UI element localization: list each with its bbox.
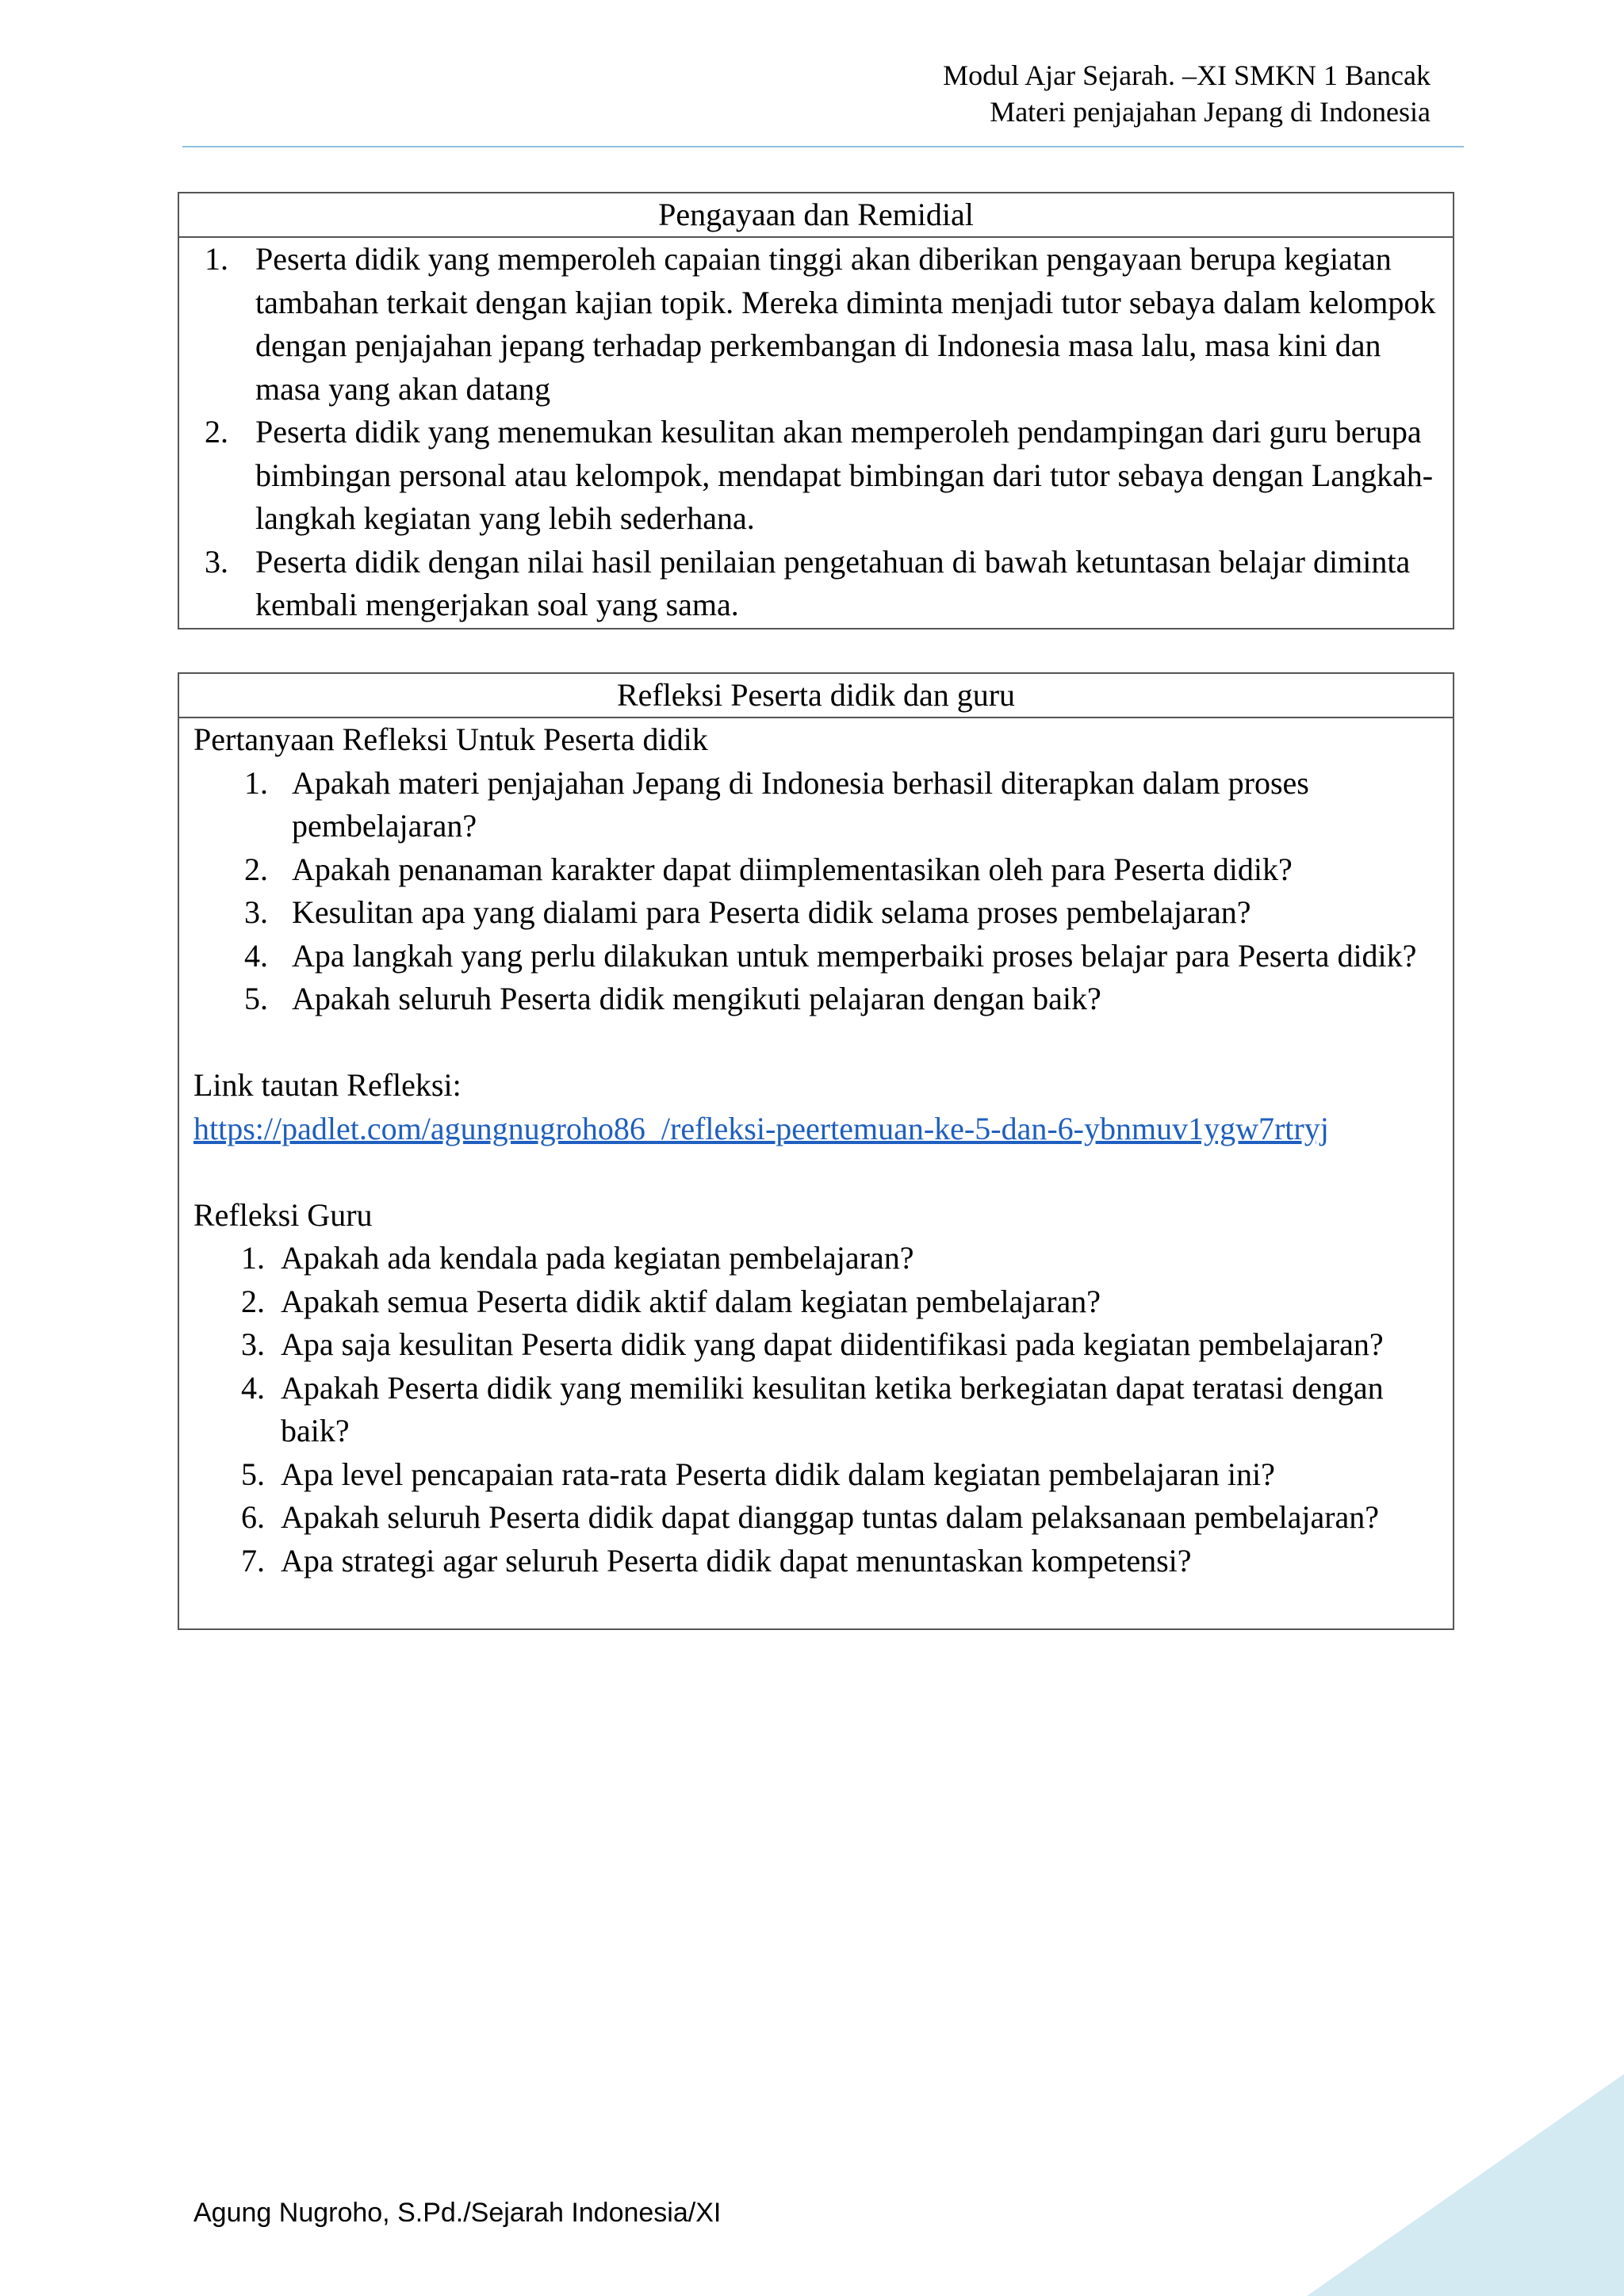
list-item: 1. Apakah ada kendala pada kegiatan pembelajaran?: [241, 1240, 914, 1276]
corner-triangle: [1307, 2074, 1624, 2296]
header-topic: Materi penjajahan Jepang di Indonesia: [990, 96, 1431, 128]
reflection-box: [178, 672, 1454, 1630]
list-item: 5. Apa level pencapaian rata-rata Peserta didik dalam kegiatan pembelajaran ini?: [241, 1456, 1275, 1492]
header-module-title: Modul Ajar Sejarah. –XI SMKN 1 Bancak: [943, 59, 1431, 91]
list-item: 1. Apakah materi penjajahan Jepang di Indonesia berhasil diterapkan dalam proses pembelajaran?: [244, 764, 1309, 844]
enrichment-list: [179, 238, 1453, 627]
header-divider: [182, 146, 1464, 147]
list-item: 2. Peserta didik yang menemukan kesulitan akan memperoleh pendampingan dari guru berupa bimbingan personal atau kelompok, mendapat bimbingan dari tutor sebaya dengan Langkah-langkah kegiatan yang lebih sederhana.: [205, 414, 1434, 536]
teacher-reflection-list: [179, 1237, 1453, 1582]
list-item: 3. Apa saja kesulitan Peserta didik yang dapat diidentifikasi pada kegiatan pembelajaran?: [241, 1326, 1384, 1362]
list-item: 3. Peserta didik dengan nilai hasil penilaian pengetahuan di bawah ketuntasan belajar diminta kembali mengerjakan soal yang sama.: [205, 543, 1411, 622]
list-item: 1. Peserta didik yang memperoleh capaian tinggi akan diberikan pengayaan berupa kegiatan tambahan terkait dengan kajian topik. Mereka diminta menjadi tutor sebaya dalam kelompok dengan penjajahan jepang terhadap perkembangan di Indonesia masa lalu, masa kini dan masa yang akan datang: [205, 241, 1436, 407]
list-item: 5. Apakah seluruh Peserta didik mengikuti pelajaran dengan baik?: [244, 981, 1101, 1016]
reflection-title: Refleksi Peserta didik dan guru: [179, 674, 1453, 718]
list-item: 3. Kesulitan apa yang dialami para Peserta didik selama proses pembelajaran?: [244, 894, 1251, 930]
list-item: 4. Apa langkah yang perlu dilakukan untuk memperbaiki proses belajar para Peserta didik?: [244, 937, 1417, 974]
enrichment-remedial-box: [178, 192, 1454, 629]
corner-decoration: [1307, 2074, 1624, 2296]
list-item: 4. Apakah Peserta didik yang memiliki kesulitan ketika berkegiatan dapat teratasi dengan baik?: [241, 1369, 1384, 1448]
list-item: 6. Apakah seluruh Peserta didik dapat dianggap tuntas dalam pelaksanaan pembelajaran?: [241, 1499, 1380, 1535]
student-reflection-list: [179, 762, 1453, 1021]
page-header: [943, 57, 1431, 130]
list-item: 7. Apa strategi agar seluruh Peserta didik dapat menuntaskan kompetensi?: [241, 1542, 1192, 1578]
teacher-reflection-heading: Refleksi Guru: [193, 1196, 373, 1233]
student-reflection-heading: Pertanyaan Refleksi Untuk Peserta didik: [193, 721, 708, 757]
reflection-link-label: Link tautan Refleksi:: [193, 1067, 462, 1103]
enrichment-remedial-title: Pengayaan dan Remidial: [179, 193, 1453, 238]
footer-author: Agung Nugroho, S.Pd./Sejarah Indonesia/XI: [193, 2198, 722, 2228]
list-item: 2. Apakah penanaman karakter dapat diimplementasikan oleh para Peserta didik?: [244, 851, 1293, 887]
list-item: 2. Apakah semua Peserta didik aktif dalam kegiatan pembelajaran?: [241, 1283, 1101, 1319]
spacer: [179, 1150, 1453, 1194]
spacer: [179, 1021, 1453, 1065]
reflection-link[interactable]: https://padlet.com/agungnugroho86_/refleksi-peertemuan-ke-5-dan-6-ybnmuv1ygw7rtryj: [193, 1110, 1329, 1146]
